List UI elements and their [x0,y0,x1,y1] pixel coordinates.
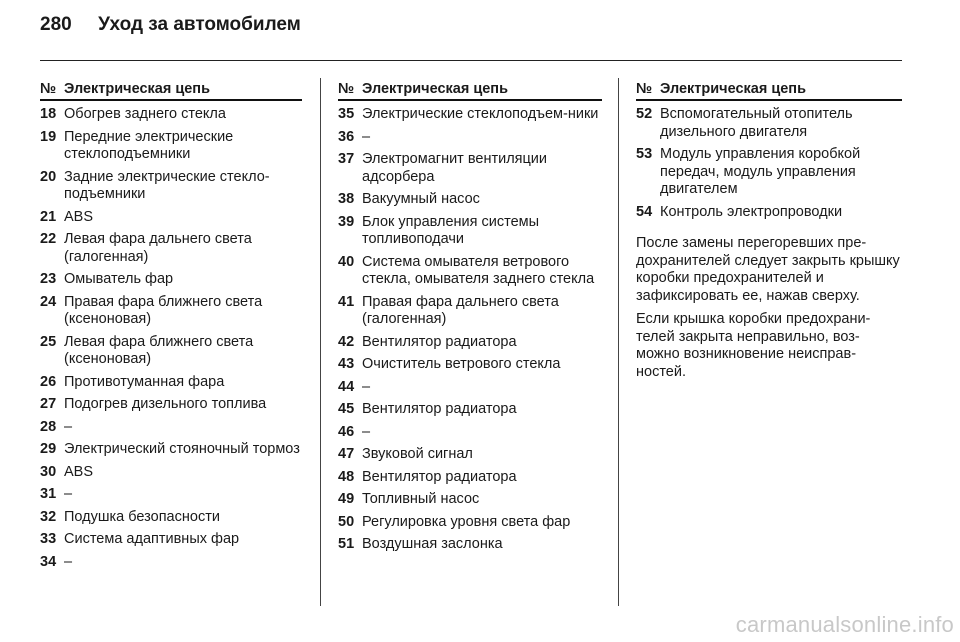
fuse-number: 28 [40,418,57,435]
fuse-number: 30 [40,463,57,480]
fuse-number: 31 [40,486,57,502]
circuit-description: Блок управления системы топливоподачи [362,213,540,247]
table-row [40,209,302,227]
fuse-number: 18 [40,106,57,122]
table-row [338,151,602,186]
fuse-number: 48 [338,468,355,485]
fuse-number: 54 [636,203,653,220]
table-row [338,536,602,554]
table-row [40,509,302,527]
fuse-number: 32 [40,508,57,525]
circuit-column-header: Электрическая цепь [64,81,210,97]
fuse-column-3 [636,80,902,381]
fuse-number: 51 [338,536,355,552]
circuit-description: Противотуманная фара [64,373,225,390]
fuse-number: 19 [40,128,57,145]
table-row [40,231,302,266]
circuit-description: Электрический стояночный тормоз [64,441,300,457]
fuse-number: 25 [40,333,57,350]
circuit-column-header: Электрическая цепь [362,81,508,97]
circuit-description: Электрические стеклоподъем-ники [362,106,599,122]
page-title: Уход за автомобилем [98,14,301,35]
note-paragraph: После замены перегоревших пре-дохранителей следует закрыть крышку коробки предохранителей и зафиксировать ее, нажав сверху. [636,235,900,304]
fuse-number: 41 [338,293,355,310]
circuit-description: – [64,418,73,435]
fuse-number: 20 [40,168,57,185]
circuit-column-header: Электрическая цепь [660,81,806,97]
circuit-description: Передние электрические стеклоподъемники [64,128,234,162]
fuse-number: 39 [338,213,355,230]
table-row [338,379,602,397]
circuit-description: Левая фара ближнего света (ксеноновая) [64,333,254,367]
table-row [40,106,302,124]
number-column-header: № [40,81,57,97]
table-row [40,531,302,549]
table-row [338,446,602,464]
circuit-description: Вентилятор радиатора [362,333,517,350]
table-row [338,106,602,124]
circuit-description: – [64,553,73,570]
table-row [636,106,902,141]
circuit-description: ABS [64,463,94,480]
table-row [338,469,602,487]
circuit-description: Модуль управления коробкой передач, модуль управления двигателем [660,146,861,197]
table-row [338,401,602,419]
fuse-number: 37 [338,151,355,167]
fuse-list [40,106,302,571]
fuse-column-2 [338,80,602,559]
circuit-description: Система омывателя ветрового стекла, омывателя заднего стекла [362,253,595,287]
fuse-number: 52 [636,106,653,122]
table-row [338,491,602,509]
table-row [40,374,302,392]
table-row [40,294,302,329]
table-row [40,396,302,414]
circuit-description: Очиститель ветрового стекла [362,356,561,372]
fuse-number: 45 [338,401,355,417]
circuit-description: – [64,486,73,502]
fuse-number: 42 [338,333,355,350]
fuse-number: 36 [338,128,355,145]
circuit-description: Воздушная заслонка [362,536,503,552]
circuit-description: Подогрев дизельного топлива [64,396,267,412]
table-header [636,80,902,101]
circuit-description: Вакуумный насос [362,191,480,207]
table-row [40,464,302,482]
circuit-description: Электромагнит вентиляции адсорбера [362,151,548,185]
table-row [40,419,302,437]
table-row [40,129,302,164]
table-row [338,334,602,352]
table-row [338,129,602,147]
fuse-number: 50 [338,513,355,530]
table-row [40,334,302,369]
column-divider [320,78,321,606]
fuse-number: 35 [338,106,355,122]
table-row [40,271,302,289]
circuit-description: Вентилятор радиатора [362,401,517,417]
table-row [338,214,602,249]
table-row [40,486,302,504]
table-row [636,204,902,222]
circuit-description: Правая фара дальнего света (галогенная) [362,293,559,327]
circuit-description: Подушка безопасности [64,508,220,525]
fuse-number: 38 [338,191,355,207]
number-column-header: № [636,81,653,97]
fuse-number: 27 [40,396,57,412]
fuse-number: 43 [338,356,355,372]
note-paragraph: Если крышка коробки предохрани-телей закрыта неправильно, воз-можно возникновение неисправ-ностей. [636,311,871,380]
table-row [338,254,602,289]
circuit-description: – [362,128,371,145]
table-row [338,191,602,209]
circuit-description: Контроль электропроводки [660,203,843,220]
page-header [40,14,301,44]
circuit-description: – [362,378,371,395]
fuse-number: 49 [338,491,355,507]
fuse-number: 24 [40,293,57,310]
number-column-header: № [338,81,355,97]
fuse-number: 22 [40,231,57,247]
fuse-number: 44 [338,378,355,395]
fuse-number: 47 [338,446,355,462]
fuse-number: 21 [40,208,57,225]
fuse-column-1 [40,80,302,576]
fuse-number: 46 [338,423,355,440]
fuse-number: 26 [40,373,57,390]
table-header [40,80,302,101]
header-rule [40,60,902,61]
fuse-list [636,106,902,221]
circuit-description: Вентилятор радиатора [362,468,517,485]
table-row [338,356,602,374]
fuse-number: 29 [40,441,57,457]
fuse-number: 40 [338,253,355,270]
circuit-description: – [362,423,371,440]
circuit-description: Система адаптивных фар [64,531,240,547]
table-row [40,441,302,459]
table-row [636,146,902,199]
table-row [40,169,302,204]
circuit-description: Топливный насос [362,491,480,507]
table-header [338,80,602,101]
fuse-number: 34 [40,553,57,570]
circuit-description: Обогрев заднего стекла [64,106,226,122]
page-number: 280 [40,14,72,35]
circuit-description: Вспомогательный отопитель дизельного двигателя [660,106,853,140]
table-row [40,554,302,572]
circuit-description: Задние электрические стекло-подъемники [64,168,270,202]
circuit-description: Правая фара ближнего света (ксеноновая) [64,293,263,327]
table-row [338,294,602,329]
circuit-description: Регулировка уровня света фар [362,513,571,530]
watermark: carmanualsonline.info [735,612,954,637]
fuse-list [338,106,602,554]
circuit-description: ABS [64,208,94,225]
table-row [338,514,602,532]
table-row [338,424,602,442]
fuse-number: 33 [40,531,57,547]
circuit-description: Левая фара дальнего света (галогенная) [64,231,252,265]
fuse-number: 53 [636,146,653,162]
column-divider [618,78,619,606]
circuit-description: Омыватель фар [64,271,174,287]
fuse-number: 23 [40,271,57,287]
circuit-description: Звуковой сигнал [362,446,473,462]
